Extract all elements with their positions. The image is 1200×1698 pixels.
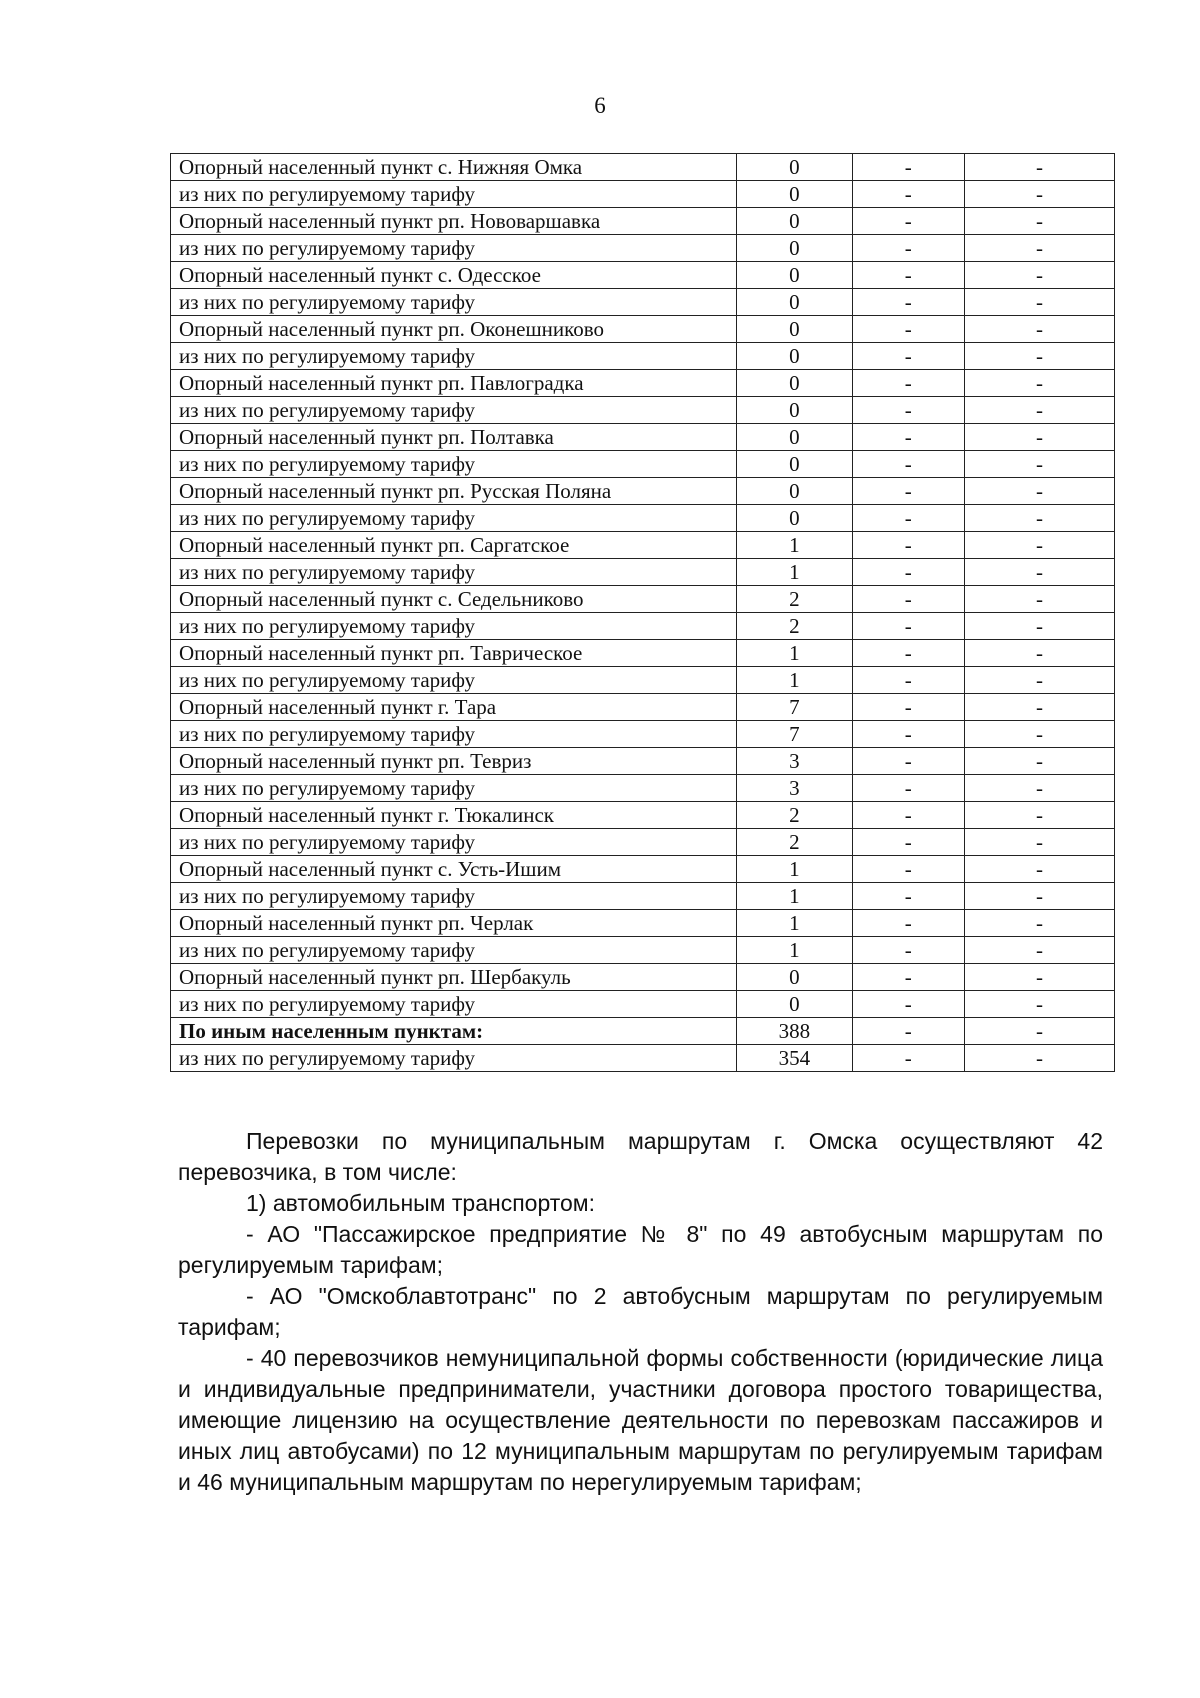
body-text <box>178 1126 1103 1498</box>
table-row <box>171 370 1115 397</box>
cell-settlement-name: Опорный населенный пункт с. Усть-Ишим <box>171 856 737 883</box>
cell-settlement-name: из них по регулируемому тарифу <box>171 559 737 586</box>
cell-dash: - <box>852 694 964 721</box>
cell-dash: - <box>852 181 964 208</box>
cell-dash: - <box>852 748 964 775</box>
cell-dash: - <box>964 667 1114 694</box>
cell-dash: - <box>852 424 964 451</box>
cell-route-count: 1 <box>737 883 852 910</box>
cell-route-count: 388 <box>737 1018 852 1045</box>
cell-settlement-name: из них по регулируемому тарифу <box>171 181 737 208</box>
cell-dash: - <box>964 154 1114 181</box>
table-row <box>171 829 1115 856</box>
cell-route-count: 0 <box>737 289 852 316</box>
table-row <box>171 478 1115 505</box>
paragraph-carriers-intro: Перевозки по муниципальным маршрутам г. Омска осуществляют 42 перевозчика, в том числе: <box>178 1128 1103 1185</box>
cell-dash: - <box>964 451 1114 478</box>
cell-route-count: 0 <box>737 181 852 208</box>
cell-route-count: 7 <box>737 694 852 721</box>
cell-settlement-name: из них по регулируемому тарифу <box>171 937 737 964</box>
cell-dash: - <box>852 397 964 424</box>
table-row <box>171 883 1115 910</box>
cell-dash: - <box>964 262 1114 289</box>
cell-dash: - <box>852 451 964 478</box>
cell-route-count: 0 <box>737 505 852 532</box>
cell-route-count: 0 <box>737 964 852 991</box>
table-row <box>171 748 1115 775</box>
table-row <box>171 856 1115 883</box>
table-row <box>171 694 1115 721</box>
cell-dash: - <box>852 586 964 613</box>
cell-settlement-name: Опорный населенный пункт рп. Шербакуль <box>171 964 737 991</box>
table-row <box>171 937 1115 964</box>
cell-dash: - <box>964 235 1114 262</box>
table-body <box>171 154 1115 1072</box>
cell-settlement-name: из них по регулируемому тарифу <box>171 235 737 262</box>
cell-dash: - <box>964 316 1114 343</box>
cell-route-count: 2 <box>737 613 852 640</box>
cell-dash: - <box>852 343 964 370</box>
cell-settlement-name: Опорный населенный пункт рп. Тевриз <box>171 748 737 775</box>
list-item-passenger-enterprise-8: - АО "Пассажирское предприятие № 8" по 49 автобусным маршрутам по регулируемым тарифам; <box>178 1221 1103 1278</box>
cell-dash: - <box>852 262 964 289</box>
cell-dash: - <box>964 208 1114 235</box>
cell-dash: - <box>852 208 964 235</box>
cell-dash: - <box>852 154 964 181</box>
table-row <box>171 1018 1115 1045</box>
table-row <box>171 181 1115 208</box>
cell-settlement-name: из них по регулируемому тарифу <box>171 991 737 1018</box>
cell-settlement-name: из них по регулируемому тарифу <box>171 829 737 856</box>
cell-dash: - <box>852 775 964 802</box>
cell-route-count: 0 <box>737 208 852 235</box>
table-row <box>171 424 1115 451</box>
cell-route-count: 0 <box>737 343 852 370</box>
table-row <box>171 667 1115 694</box>
cell-route-count: 3 <box>737 775 852 802</box>
cell-route-count: 1 <box>737 532 852 559</box>
cell-route-count: 0 <box>737 424 852 451</box>
cell-settlement-name: из них по регулируемому тарифу <box>171 667 737 694</box>
cell-dash: - <box>852 559 964 586</box>
cell-dash: - <box>852 829 964 856</box>
cell-settlement-name: Опорный населенный пункт рп. Черлак <box>171 910 737 937</box>
page-number: 6 <box>594 93 606 118</box>
list-item-road-transport: 1) автомобильным транспортом: <box>246 1190 595 1216</box>
cell-dash: - <box>852 1045 964 1072</box>
cell-dash: - <box>964 613 1114 640</box>
cell-dash: - <box>852 505 964 532</box>
cell-settlement-name: Опорный населенный пункт г. Тара <box>171 694 737 721</box>
cell-dash: - <box>964 991 1114 1018</box>
cell-dash: - <box>964 397 1114 424</box>
table-row <box>171 721 1115 748</box>
list-item-private-carriers: - 40 перевозчиков немуниципальной формы собственности (юридические лица и индивидуальные предприниматели, участники договора простого товарищества, имеющие лицензию на осуществление деятельности по перевозкам пассажиров и иных лиц автобусами) по 12 муниципальным маршрутам по регулируемым тарифам и 46 муниципальным маршрутам по нерегулируемым тарифам; <box>178 1345 1103 1495</box>
cell-dash: - <box>964 586 1114 613</box>
cell-dash: - <box>964 424 1114 451</box>
cell-dash: - <box>964 748 1114 775</box>
table-row <box>171 991 1115 1018</box>
cell-settlement-name: Опорный населенный пункт рп. Оконешниково <box>171 316 737 343</box>
cell-settlement-name: Опорный населенный пункт рп. Павлоградка <box>171 370 737 397</box>
cell-route-count: 1 <box>737 559 852 586</box>
cell-dash: - <box>964 532 1114 559</box>
cell-dash: - <box>852 883 964 910</box>
cell-dash: - <box>852 640 964 667</box>
cell-dash: - <box>964 181 1114 208</box>
cell-settlement-name: из них по регулируемому тарифу <box>171 1045 737 1072</box>
cell-dash: - <box>852 370 964 397</box>
table-row <box>171 775 1115 802</box>
cell-route-count: 1 <box>737 910 852 937</box>
cell-route-count: 7 <box>737 721 852 748</box>
cell-route-count: 354 <box>737 1045 852 1072</box>
cell-dash: - <box>852 478 964 505</box>
cell-settlement-name: из них по регулируемому тарифу <box>171 613 737 640</box>
table-row <box>171 964 1115 991</box>
cell-dash: - <box>964 829 1114 856</box>
cell-settlement-name: Опорный населенный пункт с. Нижняя Омка <box>171 154 737 181</box>
cell-dash: - <box>852 1018 964 1045</box>
carriers-table <box>170 153 1115 1072</box>
table-row <box>171 505 1115 532</box>
table-row <box>171 154 1115 181</box>
table-row <box>171 397 1115 424</box>
cell-dash: - <box>964 640 1114 667</box>
cell-dash: - <box>852 316 964 343</box>
cell-route-count: 0 <box>737 397 852 424</box>
cell-settlement-name: Опорный населенный пункт рп. Саргатское <box>171 532 737 559</box>
table-row <box>171 289 1115 316</box>
table-row <box>171 1045 1115 1072</box>
table-row <box>171 802 1115 829</box>
cell-dash: - <box>964 775 1114 802</box>
cell-route-count: 0 <box>737 370 852 397</box>
cell-route-count: 0 <box>737 154 852 181</box>
cell-route-count: 0 <box>737 451 852 478</box>
cell-dash: - <box>964 370 1114 397</box>
table-row <box>171 262 1115 289</box>
cell-dash: - <box>964 559 1114 586</box>
cell-route-count: 3 <box>737 748 852 775</box>
cell-dash: - <box>852 667 964 694</box>
table-row <box>171 235 1115 262</box>
table-row <box>171 451 1115 478</box>
cell-dash: - <box>852 613 964 640</box>
table-row <box>171 343 1115 370</box>
table-row <box>171 640 1115 667</box>
table-row <box>171 586 1115 613</box>
table-row <box>171 910 1115 937</box>
cell-dash: - <box>964 937 1114 964</box>
cell-dash: - <box>852 856 964 883</box>
table-row <box>171 613 1115 640</box>
cell-dash: - <box>852 235 964 262</box>
cell-route-count: 0 <box>737 316 852 343</box>
cell-settlement-name: Опорный населенный пункт рп. Русская Поляна <box>171 478 737 505</box>
cell-route-count: 0 <box>737 991 852 1018</box>
cell-dash: - <box>964 343 1114 370</box>
cell-settlement-name: Опорный населенный пункт с. Одесское <box>171 262 737 289</box>
cell-dash: - <box>852 289 964 316</box>
cell-dash: - <box>852 802 964 829</box>
cell-dash: - <box>964 289 1114 316</box>
cell-settlement-name: По иным населенным пунктам: <box>171 1018 737 1045</box>
cell-settlement-name: Опорный населенный пункт рп. Полтавка <box>171 424 737 451</box>
cell-route-count: 0 <box>737 262 852 289</box>
cell-settlement-name: из них по регулируемому тарифу <box>171 883 737 910</box>
cell-settlement-name: из них по регулируемому тарифу <box>171 343 737 370</box>
cell-settlement-name: Опорный населенный пункт г. Тюкалинск <box>171 802 737 829</box>
cell-settlement-name: из них по регулируемому тарифу <box>171 451 737 478</box>
cell-settlement-name: из них по регулируемому тарифу <box>171 289 737 316</box>
cell-settlement-name: из них по регулируемому тарифу <box>171 775 737 802</box>
cell-dash: - <box>852 964 964 991</box>
cell-route-count: 1 <box>737 937 852 964</box>
cell-settlement-name: из них по регулируемому тарифу <box>171 505 737 532</box>
cell-dash: - <box>964 1045 1114 1072</box>
cell-dash: - <box>964 694 1114 721</box>
cell-settlement-name: Опорный населенный пункт рп. Таврическое <box>171 640 737 667</box>
cell-dash: - <box>852 910 964 937</box>
cell-route-count: 1 <box>737 640 852 667</box>
cell-dash: - <box>964 883 1114 910</box>
cell-dash: - <box>964 721 1114 748</box>
cell-settlement-name: Опорный населенный пункт с. Седельниково <box>171 586 737 613</box>
cell-route-count: 0 <box>737 235 852 262</box>
cell-dash: - <box>852 937 964 964</box>
cell-route-count: 1 <box>737 856 852 883</box>
cell-route-count: 0 <box>737 478 852 505</box>
cell-settlement-name: Опорный населенный пункт рп. Нововаршавка <box>171 208 737 235</box>
cell-route-count: 2 <box>737 829 852 856</box>
cell-dash: - <box>852 991 964 1018</box>
cell-dash: - <box>964 1018 1114 1045</box>
table-row <box>171 208 1115 235</box>
cell-dash: - <box>964 910 1114 937</box>
list-item-omskoblavtotrans: - АО "Омскоблавтотранс" по 2 автобусным маршрутам по регулируемым тарифам; <box>178 1283 1103 1340</box>
cell-dash: - <box>964 856 1114 883</box>
table-row <box>171 316 1115 343</box>
cell-settlement-name: из них по регулируемому тарифу <box>171 721 737 748</box>
cell-dash: - <box>964 478 1114 505</box>
table-row <box>171 532 1115 559</box>
cell-dash: - <box>964 964 1114 991</box>
cell-route-count: 1 <box>737 667 852 694</box>
cell-route-count: 2 <box>737 586 852 613</box>
table-row <box>171 559 1115 586</box>
cell-dash: - <box>852 721 964 748</box>
cell-dash: - <box>964 802 1114 829</box>
cell-dash: - <box>964 505 1114 532</box>
cell-route-count: 2 <box>737 802 852 829</box>
cell-settlement-name: из них по регулируемому тарифу <box>171 397 737 424</box>
cell-dash: - <box>852 532 964 559</box>
